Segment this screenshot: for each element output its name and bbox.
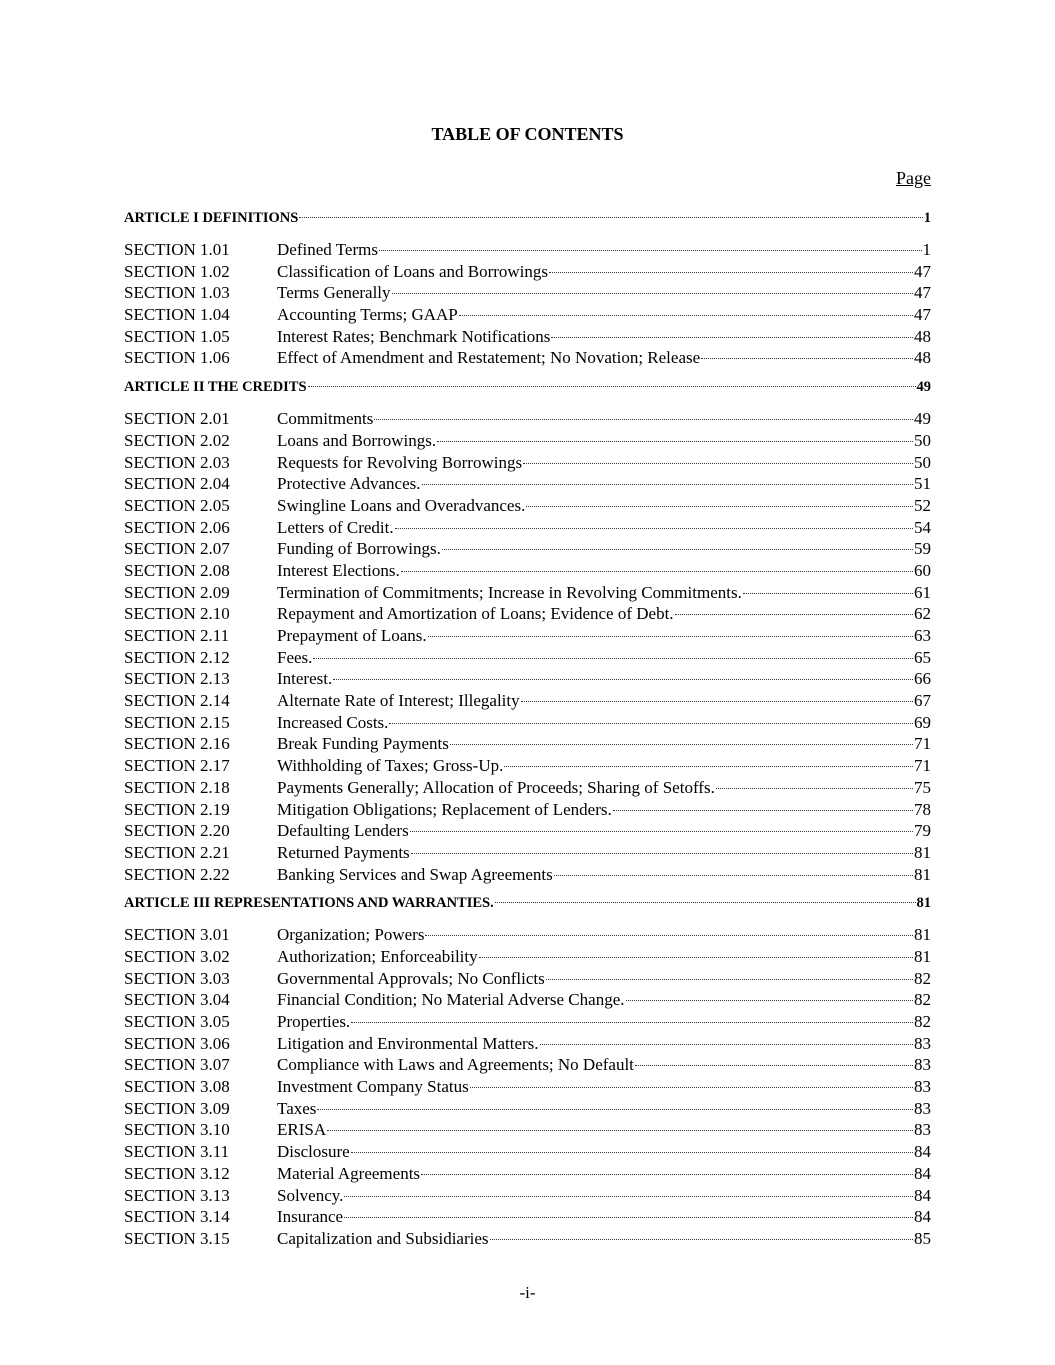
section-page-number: 48 (914, 326, 931, 346)
section-page-number: 83 (914, 1033, 931, 1053)
section-title: Interest Rates; Benchmark Notifications (277, 326, 551, 346)
dot-leader (344, 1217, 913, 1218)
section-page-number: 81 (914, 842, 931, 862)
section-number: SECTION 3.07 (124, 1055, 230, 1075)
article-spacer (124, 369, 931, 374)
section-page-number: 1 (922, 240, 931, 259)
section-title: Requests for Revolving Borrowings (277, 452, 523, 472)
section-title: Litigation and Environmental Matters. (277, 1033, 539, 1053)
dot-leader (743, 593, 913, 594)
page-column-header: Page (896, 168, 931, 188)
section-title: Protective Advances. (277, 474, 421, 494)
dot-leader (428, 636, 913, 637)
dot-leader (701, 358, 913, 359)
section-number: SECTION 3.15 (124, 1228, 230, 1248)
section-title: Organization; Powers (277, 925, 425, 945)
section-number: SECTION 2.01 (124, 409, 230, 429)
section-number: SECTION 1.03 (124, 283, 230, 303)
toc-section-entry[interactable] (124, 924, 931, 946)
section-number: SECTION 2.09 (124, 582, 230, 602)
section-page-number: 85 (914, 1228, 931, 1248)
section-page-number: 84 (914, 1185, 931, 1205)
dot-leader (554, 875, 913, 876)
toc-section-entry[interactable] (124, 690, 931, 712)
toc-section-entry[interactable] (124, 842, 931, 864)
section-number: SECTION 1.05 (124, 326, 230, 346)
section-number: SECTION 3.04 (124, 990, 230, 1010)
toc-section-entry[interactable] (124, 668, 931, 690)
section-number: SECTION 2.16 (124, 734, 230, 754)
section-title: Termination of Commitments; Increase in Revolving Commitments. (277, 582, 742, 602)
dot-leader (675, 614, 913, 615)
dot-leader (540, 1044, 913, 1045)
article-heading: ARTICLE II THE CREDITS (124, 379, 307, 396)
dot-leader (401, 571, 913, 572)
toc-section-entry[interactable] (124, 473, 931, 495)
toc-section-entry[interactable] (124, 1163, 931, 1185)
toc-article-entry[interactable] (124, 207, 931, 229)
section-number: SECTION 2.03 (124, 452, 230, 472)
section-title: ERISA (277, 1120, 327, 1140)
dot-leader (613, 810, 913, 811)
dot-leader (504, 766, 913, 767)
section-number: SECTION 3.11 (124, 1142, 230, 1162)
section-page-number: 61 (914, 582, 931, 602)
toc-section-entry[interactable] (124, 799, 931, 821)
section-title: Prepayment of Loans. (277, 626, 427, 645)
dot-leader (410, 831, 913, 832)
section-title: Increased Costs. (277, 712, 389, 732)
section-title: Interest Elections. (277, 560, 400, 580)
toc-section-entry[interactable] (124, 1098, 931, 1120)
toc-section-entry[interactable] (124, 864, 931, 886)
dot-leader (425, 935, 913, 936)
section-title: Investment Company Status (277, 1077, 469, 1097)
article-spacer (124, 885, 931, 890)
dot-leader (344, 1196, 913, 1197)
section-number: SECTION 3.01 (124, 925, 230, 945)
dot-leader (317, 1109, 913, 1110)
section-page-number: 66 (914, 669, 931, 689)
section-number: SECTION 3.03 (124, 968, 230, 988)
toc-section-entry[interactable] (124, 261, 931, 283)
dot-leader (437, 441, 913, 442)
page-number-footer: -i- (519, 1283, 536, 1302)
dot-leader (374, 419, 913, 420)
section-page-number: 83 (914, 1077, 931, 1097)
toc-section-entry[interactable] (124, 989, 931, 1011)
dot-leader (422, 484, 913, 485)
section-title: Break Funding Payments (277, 734, 449, 754)
section-number: SECTION 3.02 (124, 946, 230, 966)
page-title: TABLE OF CONTENTS (431, 124, 624, 144)
section-number: SECTION 3.09 (124, 1098, 230, 1118)
section-number: SECTION 2.20 (124, 821, 230, 841)
section-title: Returned Payments (277, 842, 410, 862)
toc-section-entry[interactable] (124, 647, 931, 669)
dot-leader (626, 1000, 914, 1001)
toc-section-entry[interactable] (124, 582, 931, 604)
dot-leader (635, 1065, 913, 1066)
article-page-number: 1 (923, 210, 931, 226)
article-spacer (124, 1250, 931, 1255)
section-title: Repayment and Amortization of Loans; Evidence of Debt. (277, 604, 674, 624)
section-page-number: 69 (914, 712, 931, 732)
toc-section-entry[interactable] (124, 755, 931, 777)
section-number: SECTION 1.04 (124, 305, 230, 325)
toc-section-entry[interactable] (124, 820, 931, 842)
section-title: Governmental Approvals; No Conflicts (277, 968, 545, 988)
section-page-number: 83 (914, 1098, 931, 1118)
section-title: Properties. (277, 1012, 351, 1031)
section-title: Banking Services and Swap Agreements (277, 864, 553, 884)
dot-leader (523, 463, 913, 464)
section-number: SECTION 2.17 (124, 756, 230, 776)
section-title: Terms Generally (277, 283, 391, 303)
section-page-number: 47 (914, 283, 931, 303)
section-title: Loans and Borrowings. (277, 430, 437, 450)
section-page-number: 65 (914, 647, 931, 667)
section-number: SECTION 2.08 (124, 560, 230, 580)
article-page-number: 81 (916, 895, 931, 912)
dot-leader (490, 1239, 913, 1240)
section-title: Payments Generally; Allocation of Proceeds; Sharing of Setoffs. (277, 777, 715, 797)
section-title: Capitalization and Subsidiaries (277, 1228, 489, 1248)
section-number: SECTION 2.13 (124, 669, 230, 689)
section-page-number: 51 (914, 474, 931, 494)
section-number: SECTION 2.12 (124, 647, 230, 667)
dot-leader (450, 744, 913, 745)
section-number: SECTION 3.13 (124, 1185, 230, 1205)
section-page-number: 82 (914, 1012, 931, 1031)
section-number: SECTION 2.06 (124, 517, 230, 537)
section-number: SECTION 2.22 (124, 864, 230, 884)
section-title: Effect of Amendment and Restatement; No Novation; Release (277, 348, 701, 368)
table-of-contents (124, 207, 931, 1255)
toc-section-entry[interactable] (124, 1054, 931, 1076)
section-page-number: 59 (914, 539, 931, 559)
section-page-number: 47 (914, 305, 931, 325)
section-number: SECTION 2.04 (124, 474, 230, 494)
section-title: Swingline Loans and Overadvances. (277, 495, 526, 515)
dot-leader (521, 701, 913, 702)
section-page-number: 81 (914, 864, 931, 884)
toc-section-entry[interactable] (124, 1206, 931, 1228)
dot-leader (333, 679, 913, 680)
section-page-number: 84 (914, 1142, 931, 1162)
section-page-number: 63 (914, 626, 931, 645)
section-number: SECTION 3.06 (124, 1033, 230, 1053)
section-number: SECTION 2.02 (124, 430, 230, 450)
section-title: Funding of Borrowings. (277, 539, 441, 559)
toc-section-entry[interactable] (124, 347, 931, 369)
section-title: Fees. (277, 647, 313, 667)
section-page-number: 81 (914, 946, 931, 966)
toc-section-entry[interactable] (124, 408, 931, 430)
section-number: SECTION 2.05 (124, 495, 230, 515)
toc-section-entry[interactable] (124, 326, 931, 348)
section-title: Defaulting Lenders (277, 821, 409, 841)
dot-leader (379, 250, 922, 251)
section-page-number: 78 (914, 799, 931, 819)
section-title: Letters of Credit. (277, 517, 394, 537)
toc-section-entry[interactable] (124, 538, 931, 560)
section-number: SECTION 2.15 (124, 712, 230, 732)
toc-section-entry[interactable] (124, 1141, 931, 1163)
section-number: SECTION 3.08 (124, 1077, 230, 1097)
section-page-number: 83 (914, 1055, 931, 1075)
section-page-number: 67 (914, 691, 931, 711)
section-title: Commitments (277, 409, 374, 429)
section-number: SECTION 3.05 (124, 1012, 230, 1031)
section-number: SECTION 2.21 (124, 842, 230, 862)
section-page-number: 84 (914, 1207, 931, 1227)
section-title: Solvency. (277, 1185, 344, 1205)
toc-section-entry[interactable] (124, 777, 931, 799)
toc-section-entry[interactable] (124, 452, 931, 474)
toc-section-entry[interactable] (124, 1119, 931, 1141)
section-page-number: 83 (914, 1120, 931, 1140)
article-page-number: 49 (916, 379, 931, 396)
dot-leader (411, 853, 913, 854)
dot-leader (313, 658, 913, 659)
dot-leader (459, 315, 913, 316)
dot-leader (299, 217, 922, 218)
toc-section-entry[interactable] (124, 517, 931, 539)
section-page-number: 84 (914, 1163, 931, 1183)
dot-leader (421, 1174, 913, 1175)
section-page-number: 71 (914, 734, 931, 754)
toc-section-entry[interactable] (124, 282, 931, 304)
section-number: SECTION 2.10 (124, 604, 230, 624)
section-title: Accounting Terms; GAAP (277, 305, 458, 325)
toc-section-entry[interactable] (124, 946, 931, 968)
section-number: SECTION 3.12 (124, 1163, 230, 1183)
toc-section-entry[interactable] (124, 239, 931, 261)
section-title: Material Agreements (277, 1163, 421, 1183)
toc-section-entry[interactable] (124, 603, 931, 625)
section-title: Taxes (277, 1098, 317, 1118)
toc-section-entry[interactable] (124, 495, 931, 517)
toc-article-entry[interactable] (124, 892, 931, 914)
section-title: Interest. (277, 669, 333, 689)
section-page-number: 75 (914, 777, 931, 797)
dot-leader (327, 1130, 913, 1131)
article-heading: ARTICLE III REPRESENTATIONS AND WARRANTIES. (124, 895, 494, 912)
section-page-number: 60 (914, 560, 931, 580)
toc-section-entry[interactable] (124, 1033, 931, 1055)
section-title: Alternate Rate of Interest; Illegality (277, 691, 520, 711)
section-number: SECTION 1.01 (124, 240, 230, 259)
dot-leader (716, 788, 913, 789)
section-page-number: 50 (914, 452, 931, 472)
section-title: Insurance (277, 1207, 344, 1227)
section-page-number: 49 (914, 409, 931, 429)
section-title: Authorization; Enforceability (277, 946, 478, 966)
toc-section-entry[interactable] (124, 560, 931, 582)
toc-section-entry[interactable] (124, 1228, 931, 1250)
section-number: SECTION 1.02 (124, 261, 230, 281)
section-title: Mitigation Obligations; Replacement of Lenders. (277, 799, 612, 819)
dot-leader (551, 337, 913, 338)
dot-leader (470, 1087, 913, 1088)
section-page-number: 48 (914, 348, 931, 368)
section-page-number: 62 (914, 604, 931, 624)
toc-section-entry[interactable] (124, 1076, 931, 1098)
section-number: SECTION 2.07 (124, 539, 230, 559)
section-number: SECTION 1.06 (124, 348, 230, 368)
section-number: SECTION 2.14 (124, 691, 230, 711)
dot-leader (395, 528, 913, 529)
section-page-number: 50 (914, 430, 931, 450)
toc-section-entry[interactable] (124, 304, 931, 326)
section-page-number: 52 (914, 495, 931, 515)
section-number: SECTION 3.10 (124, 1120, 230, 1140)
dot-leader (308, 386, 916, 387)
dot-leader (526, 506, 913, 507)
section-number: SECTION 2.19 (124, 799, 230, 819)
toc-section-entry[interactable] (124, 968, 931, 990)
section-title: Withholding of Taxes; Gross-Up. (277, 756, 504, 776)
section-page-number: 81 (914, 925, 931, 945)
section-page-number: 82 (914, 968, 931, 988)
section-number: SECTION 3.14 (124, 1207, 230, 1227)
dot-leader (549, 272, 913, 273)
toc-section-entry[interactable] (124, 430, 931, 452)
toc-section-entry[interactable] (124, 712, 931, 734)
section-page-number: 71 (914, 756, 931, 776)
dot-leader (479, 957, 913, 958)
article-heading: ARTICLE I DEFINITIONS (124, 210, 299, 226)
dot-leader (392, 293, 913, 294)
section-number: SECTION 2.18 (124, 777, 230, 797)
toc-section-entry[interactable] (124, 733, 931, 755)
dot-leader (351, 1022, 913, 1023)
toc-section-entry[interactable] (124, 1185, 931, 1207)
section-page-number: 47 (914, 261, 931, 281)
toc-section-entry[interactable] (124, 1011, 931, 1033)
section-page-number: 79 (914, 821, 931, 841)
section-title: Compliance with Laws and Agreements; No Default (277, 1055, 634, 1075)
dot-leader (495, 902, 916, 903)
toc-section-entry[interactable] (124, 625, 931, 647)
section-page-number: 54 (914, 517, 931, 537)
dot-leader (546, 979, 913, 980)
section-page-number: 82 (914, 990, 931, 1010)
section-title: Financial Condition; No Material Adverse Change. (277, 990, 625, 1010)
dot-leader (351, 1152, 913, 1153)
section-title: Defined Terms (277, 240, 378, 259)
section-number: SECTION 2.11 (124, 626, 230, 645)
toc-article-entry[interactable] (124, 376, 931, 398)
dot-leader (442, 549, 913, 550)
section-title: Disclosure (277, 1142, 350, 1162)
section-title: Classification of Loans and Borrowings (277, 261, 549, 281)
dot-leader (389, 723, 913, 724)
